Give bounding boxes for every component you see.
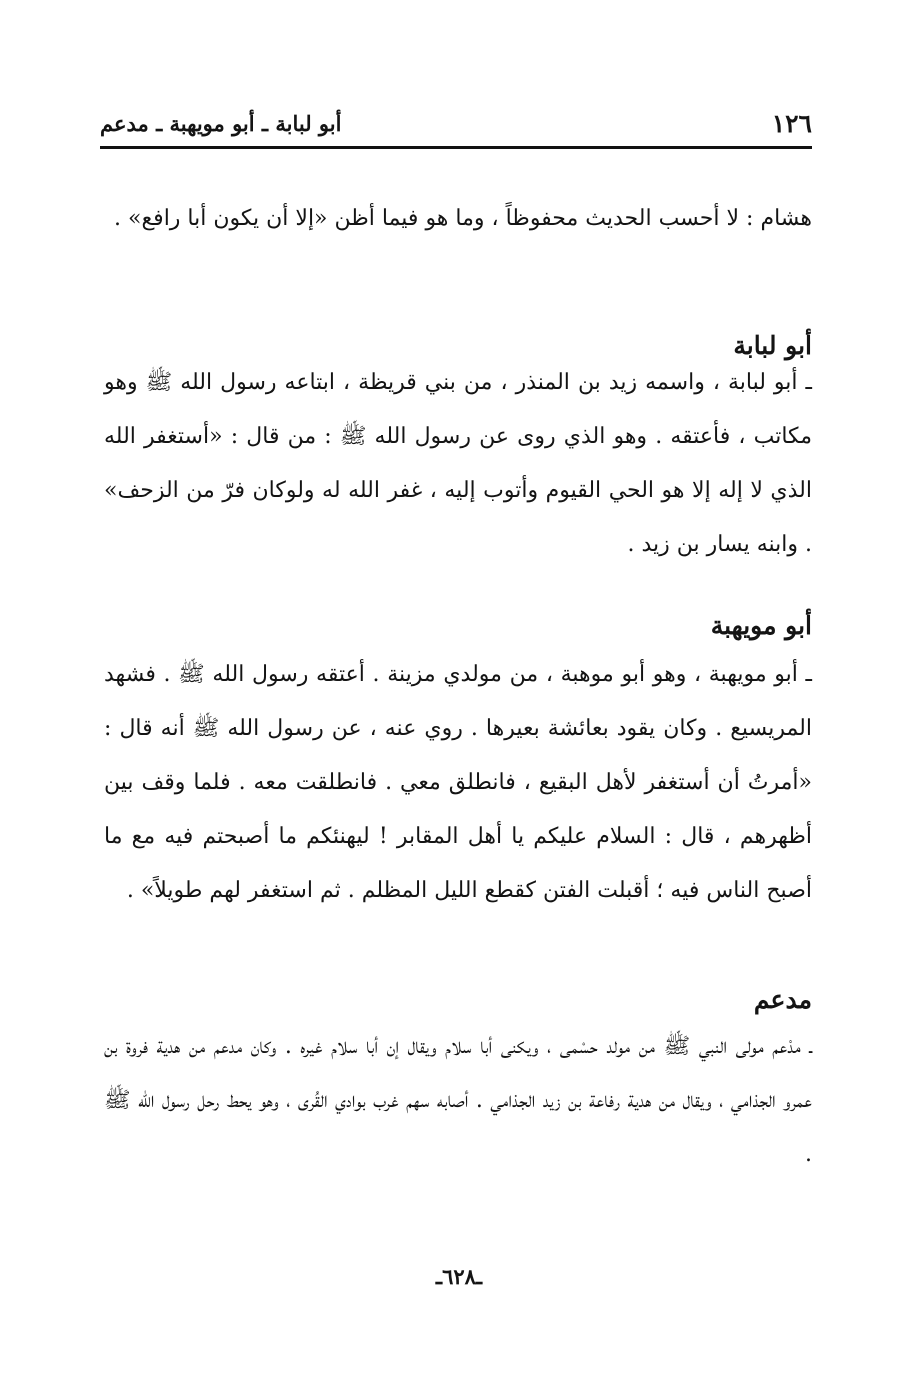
section-body-midam xyxy=(104,1020,812,1182)
intro-paragraph: هشام : لا أحسب الحديث محفوظاً ، وما هو فيما أظن «إلا أن يكون أبا رافع» . xyxy=(114,206,812,231)
header-page-number: ١٢٦ xyxy=(771,109,812,138)
paragraph-abu-muwayhiba: ـ أبو مويهبة ، وهو أبو موهبة ، من مولدي مزينة . أعتقه رسول الله ﷺ . فشهد المريسيع . وكان يقود بعائشة بعيرها . روي عنه ، عن رسول الله ﷺ أنه قال : «أمرتُ أن أستغفر لأهل البقيع ، فانطلق معي . فانطلقت معه . فلما وقف بين أظهرهم ، قال : السلام عليكم يا أهل المقابر ! ليهنئكم ما أصبحتم فيه مع ما أصبح الناس فيه ؛ أقبلت الفتن كقطع الليل المظلم . ثم استغفر لهم طويلاً» . xyxy=(104,662,812,903)
section-title-midam: مدعم xyxy=(753,985,812,1014)
paragraph-abu-lubaba: ـ أبو لبابة ، واسمه زيد بن المنذر ، من بني قريظة ، ابتاعه رسول الله ﷺ وهو مكاتب ، فأعتقه . وهو الذي روى عن رسول الله ﷺ : من قال : «أستغفر الله الذي لا إله إلا هو الحي القيوم وأتوب إليه ، غفر الله له ولوكان فرّ من الزحف» . وابنه يسار بن زيد . xyxy=(104,370,812,557)
section-body-abu-muwayhiba xyxy=(104,648,812,918)
paragraph-midam: ـ مدْعم مولى النبي ﷺ من مولد حسْمى ، ويكنى أبا سلام ويقال إن أبا سلام غيره . وكان مدعم من هدية فروة بن عمرو الجذامي ، ويقال من هدية رفاعة بن زيد الجذامي . أصابه سهم غرب بوادي القُرى ، وهو يحط رحل رسول الله ﷺ . xyxy=(104,1034,812,1167)
footer-page-number: ـ٦٢٨ـ xyxy=(435,1264,483,1289)
section-title-abu-lubaba: أبو لبابة xyxy=(733,331,812,360)
running-header xyxy=(100,100,812,144)
header-rule xyxy=(100,146,812,149)
intro-paragraph-block xyxy=(104,192,812,246)
header-title: أبو لبابة ـ أبو مويهبة ـ مدعم xyxy=(100,111,342,136)
section-body-abu-lubaba xyxy=(104,356,812,572)
section-title-abu-muwayhiba: أبو مويهبة xyxy=(710,611,812,640)
